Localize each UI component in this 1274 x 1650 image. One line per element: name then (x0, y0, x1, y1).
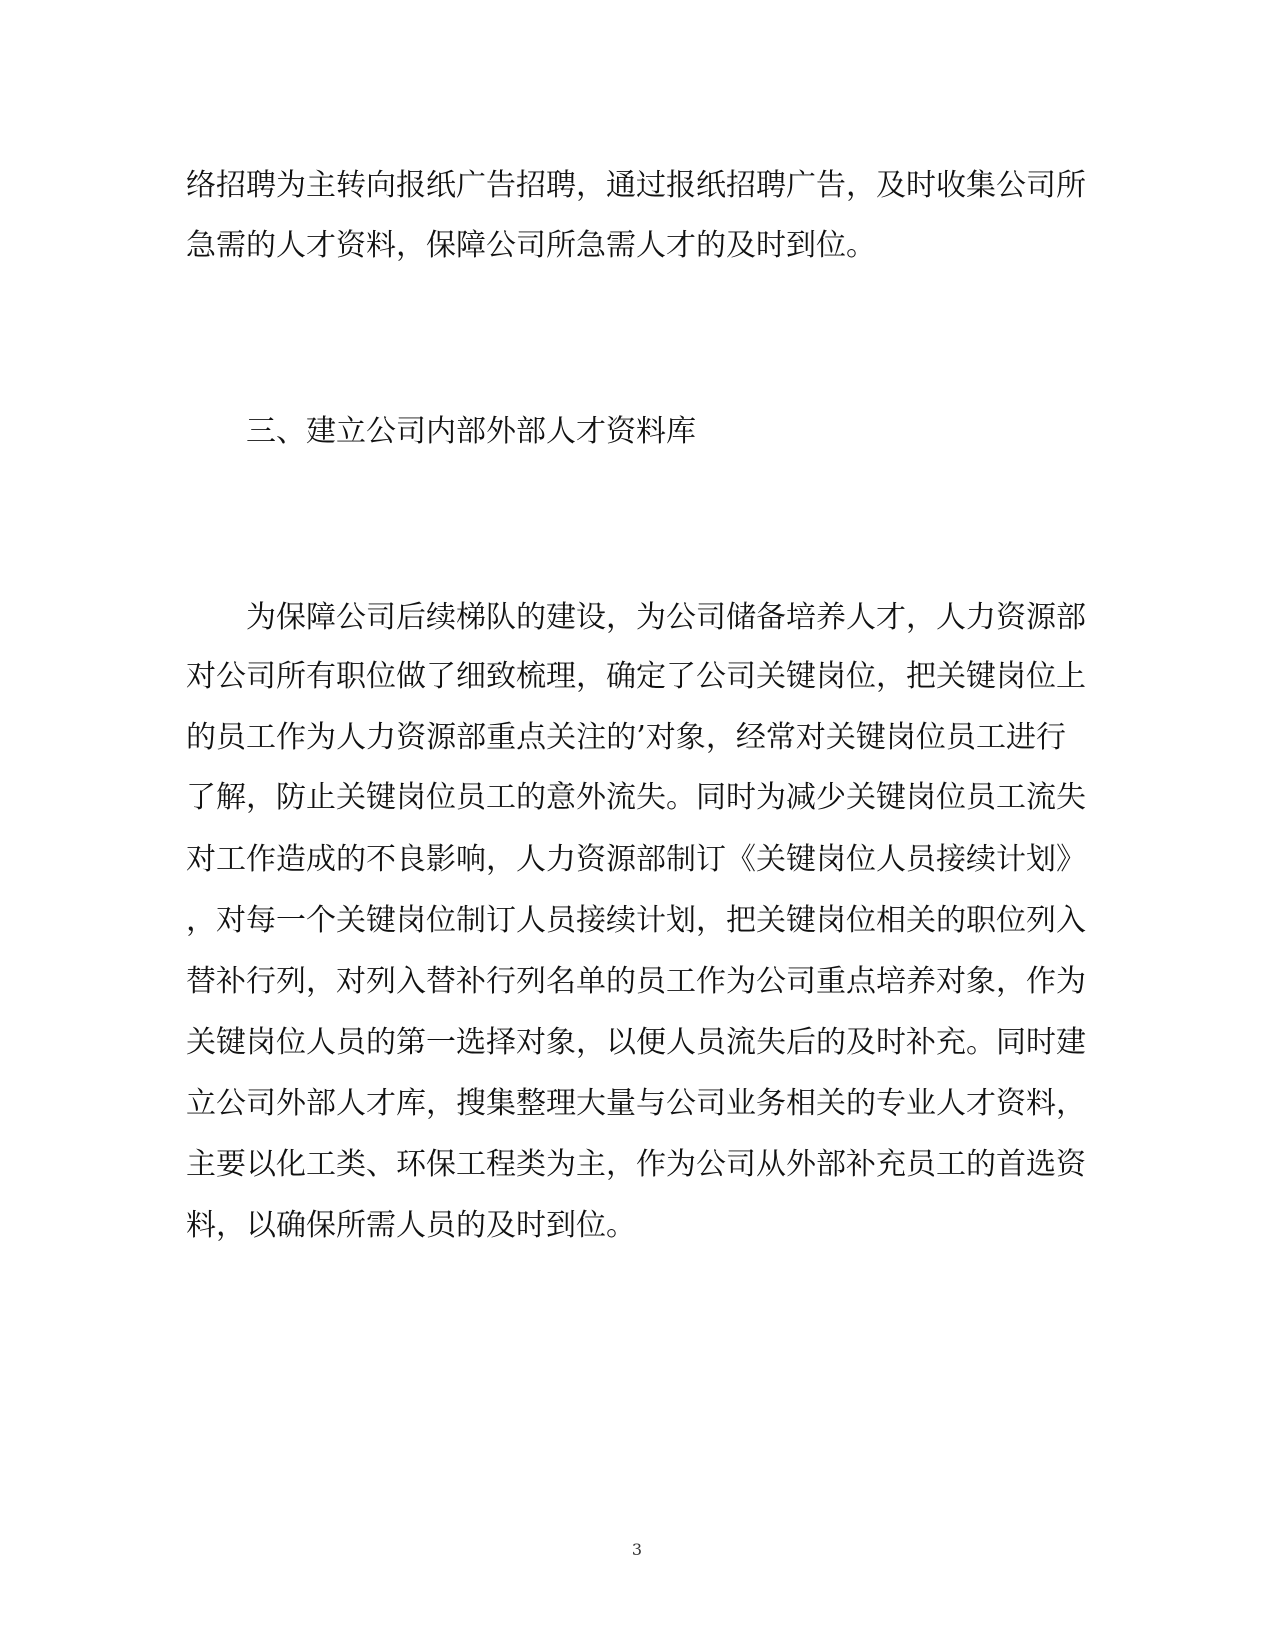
page-number: 3 (631, 1540, 643, 1559)
text-line: 络招聘为主转向报纸广告招聘，通过报纸招聘广告，及时收集公司所 (186, 168, 1086, 203)
section-heading: 三、建立公司内部外部人才资料库 (246, 414, 696, 449)
text-line: 为保障公司后续梯队的建设，为公司储备培养人才，人力资源部 (246, 600, 1086, 635)
text-line: 急需的人才资料，保障公司所急需人才的及时到位。 (186, 228, 876, 263)
text-line: 的员工作为人力资源部重点关注的’对象，经常对关键岗位员工进行 (186, 720, 1066, 755)
text-line: 对工作造成的不良影响，人力资源部制订《关键岗位人员接续计划》 (186, 842, 1086, 877)
text-line: 了解，防止关键岗位员工的意外流失。同时为减少关键岗位员工流失 (186, 780, 1086, 815)
text-line: ，对每一个关键岗位制订人员接续计划，把关键岗位相关的职位列入 (186, 903, 1086, 938)
text-line: 立公司外部人才库，搜集整理大量与公司业务相关的专业人才资料， (186, 1086, 1086, 1121)
text-line: 替补行列，对列入替补行列名单的员工作为公司重点培养对象，作为 (186, 964, 1086, 999)
text-line: 对公司所有职位做了细致梳理，确定了公司关键岗位，把关键岗位上 (186, 659, 1086, 694)
text-line: 主要以化工类、环保工程类为主，作为公司从外部补充员工的首选资 (186, 1147, 1086, 1182)
text-line: 料，以确保所需人员的及时到位。 (186, 1208, 636, 1243)
text-line: 关键岗位人员的第一选择对象，以便人员流失后的及时补充。同时建 (186, 1025, 1086, 1060)
